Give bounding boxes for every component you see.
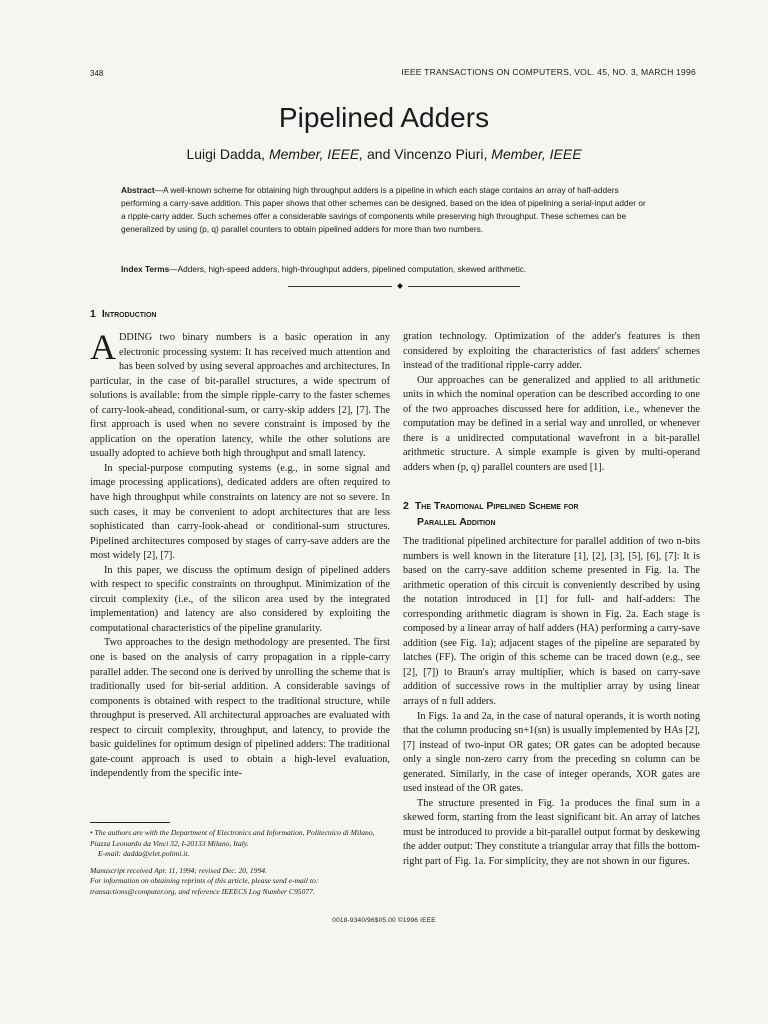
footnotes — [90, 828, 390, 898]
right-column-bottom — [403, 535, 700, 870]
author-name: Vincenzo Piuri, — [394, 146, 488, 162]
author-membership: Member, IEEE — [491, 146, 582, 162]
footnote-reprints: For information on obtaining reprints of this article, please send e-mail to: transactions@computer.org, and reference IEEECS Log Number C95077. — [90, 876, 319, 896]
footnote-email: E-mail: dadda@elet.polimi.it. — [98, 849, 190, 859]
footnote-rule — [90, 822, 170, 823]
section-number: 2 — [403, 500, 409, 512]
paragraph: gration technology. Optimization of the adder's features is then considered by exploiting the characteristics of fast adders' schemes instead of the traditional ripple-carry adder. — [403, 331, 700, 372]
paragraph: In Figs. 1a and 2a, in the case of natural operands, it is worth noting that the column producing sn+1(sn) is usually implemented by HAs [2], [7] instead of two-input OR gates; OR gates can be adopted because only a single non-zero carry from the preceding sn column can be generated. Similarly, in the case of integer operands, XOR gates are used instead of the OR gates. — [403, 710, 700, 795]
paragraph: Two approaches to the design methodology are presented. The first one is based on the analysis of carry propagation in a ripple-carry parallel adder. The second one is derived by unrolling the scheme that is traditionally used for bit-serial addition. A considerable savings of components is obtained with respect to the traditional structure, while throughput is preserved. All architectural approaches are evaluated with respect to circuit complexity, throughput, and latency, to provide the basic guidelines for optimum design of pipelined adders: The traditional gate-count approach is used to obtain a high-level evaluation, independently from the specific inte- — [90, 637, 390, 780]
paragraph: Our approaches can be generalized and applied to all arithmetic units in which the nominal operation can be described according to one of the two approaches discussed here for addition, i.e., whenever the computation may be defined in a serial way and unrolled, or whenever there is a unidirected computational wavefront in a bit-parallel arithmetic structure. A simple example is given by multi-operand adders when (p, q) parallel counters are used [1]. — [403, 374, 700, 473]
index-terms-text: —Adders, high-speed adders, high-throughput adders, pipelined computation, skewed arithmetic. — [169, 264, 527, 274]
section-title-continued: Parallel Addition — [417, 516, 496, 528]
author-name: Luigi Dadda, — [186, 146, 266, 162]
abstract — [121, 184, 650, 236]
index-terms-label: Index Terms — [121, 264, 170, 274]
page-number: 348 — [90, 69, 104, 78]
index-terms — [121, 263, 650, 276]
section-title: The Traditional Pipelined Scheme for — [414, 500, 579, 512]
left-column — [90, 327, 390, 782]
paragraph-text: DDING two binary numbers is a basic operation in any electronic processing system: It has received much attention and has been solved by using several approaches and architectures. In particular, in the case of bit-parallel structures, a wide spectrum of solutions is available: from the simple ripple-carry to the faster schemes of carry-look-ahead, conditional-sum, or carry-skip adders [2], [7]. The first approach is used when no severe constraint is imposed by the application on the operation latency, while the other solutions are usually adopted to achieve both high throughput and small latency. — [90, 332, 390, 460]
paragraph — [90, 327, 390, 462]
section-heading-traditional-pipelined-scheme — [403, 498, 579, 530]
author-conjunction: and — [367, 146, 391, 162]
right-column-top — [403, 330, 700, 475]
diamond-icon — [397, 283, 403, 289]
paragraph: In this paper, we discuss the optimum design of pipelined adders with respect to specific constraints on throughput. Minimization of the circuit complexity (i.e., of the silicon area used by the integrated implementation) and latency are also considered by exploiting the computational characteristics of the pipeline granularity. — [90, 564, 390, 634]
footnote-manuscript: Manuscript received Apr. 11, 1994; revised Dec. 20, 1994. — [90, 865, 267, 875]
paragraph: In special-purpose computing systems (e.g., in some signal and image processing applications), dedicated adders are often required to have high throughput while constraints on latency are not so severe. In such cases, it may be convenient to adopt architectures that are less sophisticated than carry-look-ahead or conditional-sum structures. Pipelined architectures composed by stages of carry-save adders are the most widely [2], [7]. — [90, 462, 390, 562]
author-membership: Member, IEEE, — [268, 146, 364, 162]
paper-title: Pipelined Adders — [278, 102, 490, 133]
copyright-line: 0018-9340/96$05.00 ©1996 IEEE — [332, 917, 436, 924]
footnote-affiliation: • The authors are with the Department of Electronics and Information, Politecnico di Milano, Piazza Leonardo da Vinci 32, I-20133 Milano, Italy. — [90, 828, 375, 848]
drop-cap: A — [90, 327, 116, 367]
paragraph: The structure presented in Fig. 1a produces the final sum in a skewed form, starting from the least significant bit. An array of latches must be introduced to provide a bit-parallel output format by deskewing the adder output: They constitute a triangular array that fills the bottom-right part of Fig. 1a. For simplicity, they are not shown in our figures. — [403, 797, 700, 868]
abstract-label: Abstract — [121, 185, 155, 195]
section-heading-introduction — [90, 306, 156, 322]
abstract-text: —A well-known scheme for obtaining high throughput adders is a pipeline in which each stage contains an array of half-adders performing a carry-save addition. This paper shows that other schemes can be designed, based on the idea of pipelining a serial-input adder or a ripple-carry adder. Such schemes offer a considerable savings of components while preserving high throughput. These schemes can be generalized by using (p, q) parallel counters to obtain pipelined adders for more than two numbers. — [121, 185, 646, 234]
section-number: 1 — [90, 308, 96, 320]
author-line — [0, 146, 768, 162]
section-divider — [288, 284, 520, 290]
running-head: IEEE TRANSACTIONS ON COMPUTERS, VOL. 45, NO. 3, MARCH 1996 — [401, 67, 696, 77]
section-title: Introduction — [101, 308, 157, 320]
paragraph: The traditional pipelined architecture for parallel addition of two n-bits numbers is well known in the literature [1], [2], [3], [5], [6], [7]: It is based on the carry-save addition scheme presented in Fig. 1a. The arithmetic operation of this circuit is conveniently described by using the notation introduced in [1] for full- and half-adders: The corresponding arithmetic diagram is shown in Fig. 2a. Each stage is composed by a linear array of half adders (HA) performing a carry-save addition (see Fig. 1a); adjacent stages of the pipeline are separated by latches (FF). The origin of this scheme can be traced down (e.g., see [2], [7]) to Braun's array multiplier, which is based on carry-save addition of successive rows in the multiplier array by using linear arrays of n full adders. — [403, 536, 700, 708]
